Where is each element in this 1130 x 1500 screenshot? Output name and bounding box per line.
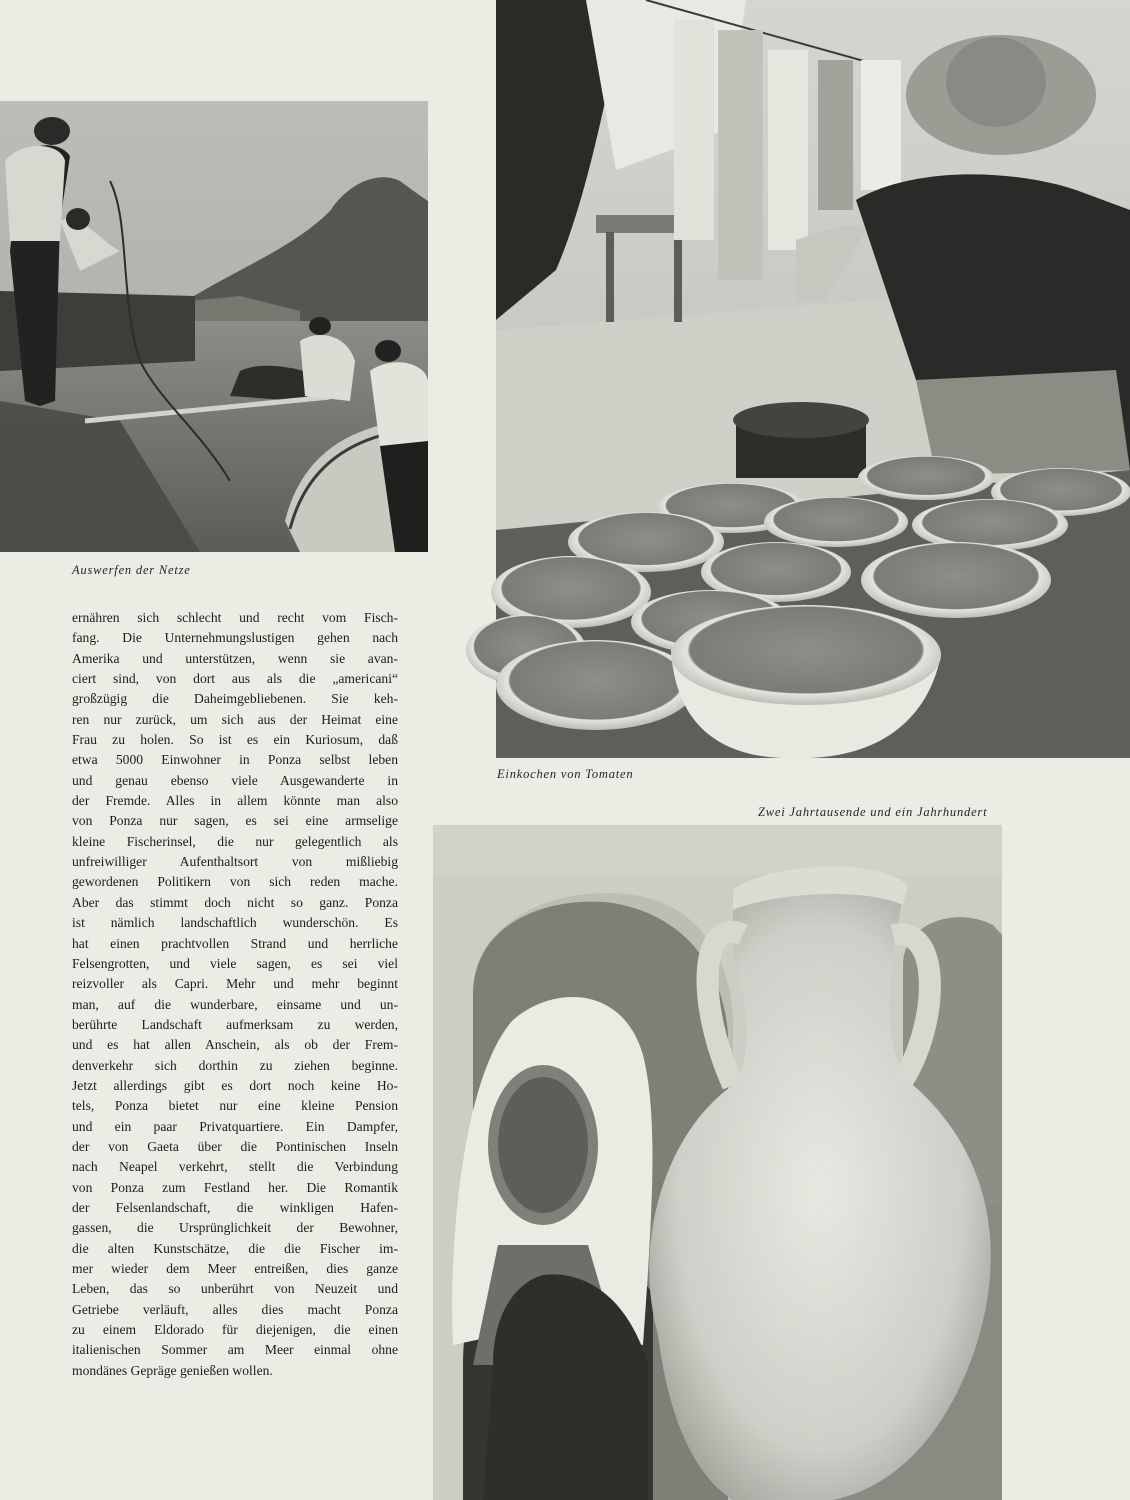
article-line: nach Neapel verkehrt, stellt die Verbindung (72, 1159, 398, 1175)
tomato-cooking-image (496, 0, 1130, 758)
woman-amphora-image (433, 825, 1002, 1500)
article-body (72, 608, 398, 1378)
photo-tomato-cooking (496, 0, 1130, 758)
article-line: tels, Ponza bietet nur eine kleine Pension (72, 1098, 398, 1114)
photo-fishermen-nets (0, 101, 428, 552)
article-line: gassen, die Ursprünglichkeit der Bewohner, (72, 1220, 398, 1236)
article-line: fang. Die Unternehmungslustigen gehen nach (72, 630, 398, 646)
article-line: und genau ebenso viele Ausgewanderte in (72, 772, 398, 788)
article-line: mondänes Gepräge genießen wollen. (72, 1362, 273, 1378)
article-line: Getriebe verläuft, alles dies macht Ponza (72, 1301, 398, 1317)
fishermen-nets-image (0, 101, 428, 552)
article-line: der Felsenlandschaft, die winkligen Hafen- (72, 1199, 398, 1215)
article-line: man, auf die wunderbare, einsame und un- (72, 996, 398, 1012)
article-line: ernähren sich schlecht und recht vom Fisch- (72, 610, 398, 625)
article-line: Felsengrotten, und viele sagen, es sei viel (72, 955, 398, 971)
article-line: und ein paar Privatquartiere. Ein Dampfer, (72, 1118, 398, 1134)
article-line: großzügig die Daheimgebliebenen. Sie keh- (72, 691, 398, 707)
article-line: mer wieder dem Meer entreißen, dies ganze (72, 1261, 398, 1276)
article-line: der von Gaeta über die Pontinischen Inseln (72, 1138, 398, 1154)
article-line: Leben, das so unberührt von Neuzeit und (72, 1281, 398, 1297)
article-line: die alten Kunstschätze, die die Fischer im- (72, 1240, 398, 1256)
article-line: Aber das stimmt doch nicht so ganz. Ponza (72, 894, 398, 910)
caption-fishermen: Auswerfen der Netze (72, 563, 191, 577)
article-line: kleine Fischerinsel, die nur gelegentlich als (72, 833, 398, 849)
article-line: unfreiwilliger Aufenthaltsort von mißliebig (72, 854, 398, 870)
article-line: zu einem Eldorado für diejenigen, die einen (72, 1322, 398, 1338)
article-line: etwa 5000 Einwohner in Ponza selbst leben (72, 752, 398, 768)
article-line: von Ponza zum Festland her. Die Romantik (72, 1179, 398, 1195)
article-line: ciert sind, von dort aus als die „americani“ (72, 671, 398, 687)
article-line: der Fremde. Alles in allem könnte man also (72, 793, 398, 809)
article-line: italienischen Sommer am Meer einmal ohne (72, 1342, 398, 1358)
photo-woman-amphora (433, 825, 1002, 1500)
caption-tomato-cooking: Einkochen von Tomaten (497, 767, 634, 781)
article-line: Jetzt allerdings gibt es dort noch keine Ho- (72, 1077, 398, 1093)
article-line: denverkehr sich dorthin zu ziehen beginne. (72, 1057, 398, 1073)
article-line: ren nur zurück, um sich aus der Heimat eine (72, 711, 398, 727)
article-line: Amerika und unterstützen, wenn sie avan- (72, 650, 398, 666)
article-line: berührte Landschaft aufmerksam zu werden, (72, 1016, 398, 1032)
article-line: Frau zu holen. So ist es ein Kuriosum, daß (72, 732, 398, 748)
article-line: reizvoller als Capri. Mehr und mehr beginnt (72, 976, 398, 992)
caption-amphora: Zwei Jahrtausende und ein Jahrhundert (758, 805, 988, 819)
article-line: hat einen prachtvollen Strand und herrliche (72, 935, 398, 951)
article-line: von Ponza nur sagen, es sei eine armselige (72, 813, 398, 829)
article-line: gewordenen Politikern von sich reden mache. (72, 874, 398, 890)
article-line: ist nämlich landschaftlich wunderschön. Es (72, 915, 398, 931)
article-line: und es hat allen Anschein, als ob der Frem- (72, 1037, 398, 1053)
